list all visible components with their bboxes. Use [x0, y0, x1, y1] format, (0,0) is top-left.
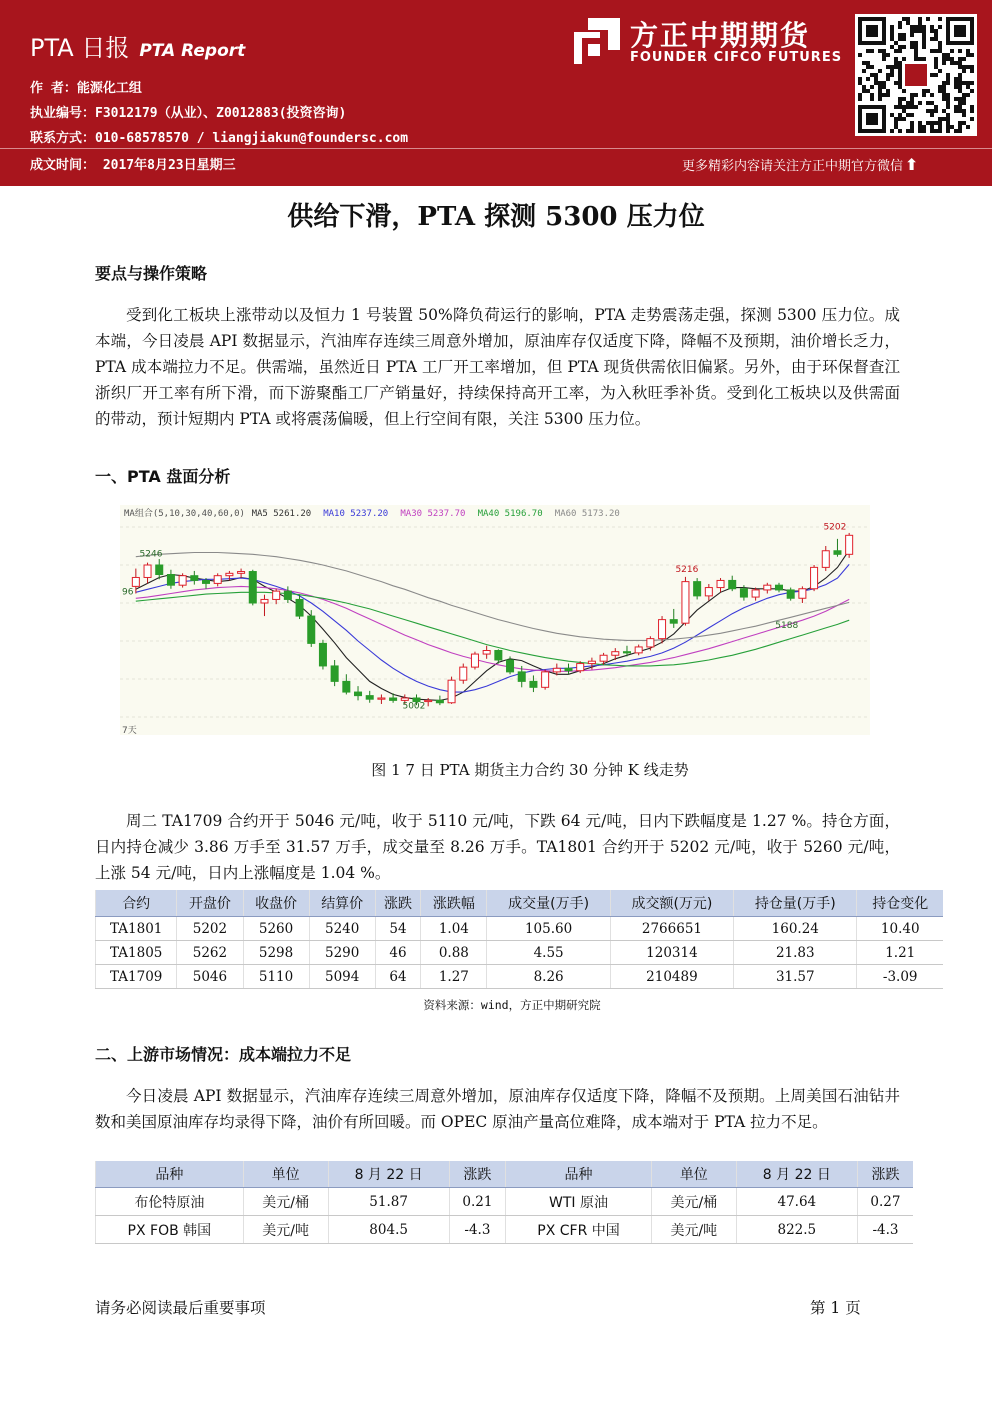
- wechat-hint-text: 更多精彩内容请关注方正中期官方微信: [682, 159, 904, 174]
- chart-annotation: 5246: [139, 549, 163, 560]
- contract-table-cell: 5202: [177, 917, 243, 941]
- contract-table-cell: 10.40: [857, 917, 943, 941]
- candle-body: [612, 652, 619, 656]
- chart-annotation: 5002: [402, 701, 426, 712]
- contract-table-cell: 5046: [177, 965, 243, 989]
- chart-legend-item: MA60 5173.20: [554, 509, 620, 519]
- candle-body: [308, 616, 315, 643]
- oil-table-cell: 822.5: [736, 1216, 857, 1244]
- candle-body: [670, 620, 677, 624]
- contract-table-row: [96, 941, 944, 965]
- report-title: [30, 28, 245, 63]
- chart-annotation: 7天: [122, 726, 137, 735]
- candle-body: [588, 661, 595, 663]
- oil-table-row: [96, 1188, 914, 1216]
- candle-body: [822, 551, 829, 568]
- candle-body: [378, 698, 385, 699]
- chart-legend-item: MA10 5237.20: [323, 509, 389, 519]
- candle-body: [331, 666, 338, 681]
- candle-body: [319, 643, 326, 666]
- company-logo: [574, 14, 844, 74]
- chart-legend-item: MA组合(5,10,30,40,60,0): [124, 509, 245, 519]
- contract-table-header: [96, 890, 944, 917]
- kline-chart: [120, 505, 870, 735]
- candle-body: [390, 698, 397, 700]
- contract-table-header-cell: 持仓量(万手): [734, 890, 857, 917]
- candle-body: [635, 647, 642, 653]
- contract-table-cell: 5260: [243, 917, 309, 941]
- source-note: 资料来源：wind，方正中期研究院: [423, 998, 601, 1012]
- contract-table-cell: 5262: [177, 941, 243, 965]
- candle-body: [284, 591, 291, 599]
- oil-table-cell: 美元/桶: [651, 1188, 736, 1216]
- report-header: [0, 0, 992, 186]
- oil-table-header-cell: 8 月 22 日: [736, 1161, 857, 1188]
- logo-text-cn: 方正中期期货: [630, 19, 811, 52]
- contract-table-cell: 54: [375, 917, 421, 941]
- contract-table-cell: 2766651: [610, 917, 733, 941]
- chart-legend-item: MA40 5196.70: [477, 509, 543, 519]
- pta-analysis-heading: 一、PTA 盘面分析: [95, 467, 231, 486]
- candle-body: [659, 620, 666, 639]
- report-title-cn: PTA 日报: [30, 34, 130, 62]
- oil-table-cell: 51.87: [328, 1188, 449, 1216]
- contract-table-cell: 5298: [243, 941, 309, 965]
- oil-table-cell: WTI 原油: [506, 1188, 652, 1216]
- oil-table-cell: 美元/吨: [651, 1216, 736, 1244]
- candle-body: [214, 576, 221, 584]
- oil-table-cell: 美元/桶: [243, 1188, 328, 1216]
- oil-price-table: [95, 1161, 913, 1244]
- logo-text-en: FOUNDER CIFCO FUTURES: [630, 50, 843, 65]
- contract-table-cell: 1.04: [421, 917, 487, 941]
- chart-legend-item: MA5 5261.20: [251, 509, 312, 519]
- contract-table-cell: -3.09: [857, 965, 943, 989]
- candle-body: [834, 551, 841, 555]
- report-title-en: PTA Report: [139, 41, 246, 61]
- contract-table-cell: 1.21: [857, 941, 943, 965]
- chart-legend-item: MA30 5237.70: [400, 509, 466, 519]
- candle-body: [705, 588, 712, 596]
- contract-table-header-cell: 成交量(万手): [487, 890, 610, 917]
- candle-body: [577, 664, 584, 671]
- page-number: 第 1 页: [810, 1299, 861, 1317]
- contract-table-cell: 64: [375, 965, 421, 989]
- candle-body: [296, 599, 303, 616]
- candle-body: [764, 585, 771, 590]
- oil-table-header-cell: 涨跌: [449, 1161, 505, 1188]
- footer-notice: 请务必阅读最后重要事项: [95, 1299, 266, 1317]
- upstream-paragraph: 今日凌晨 API 数据显示，汽油库存连续三周意外增加，原油库存仅适度下降，降幅不及预期。上周美国石油钻井数和美国原油库存均录得下降，油价有所回暖。而 OPEC 原油产量高位难降，成本端对于 PTA 拉力不足。: [95, 1087, 900, 1131]
- candle-body: [226, 573, 233, 575]
- upstream-heading: 二、上游市场情况：成本端拉力不足: [95, 1045, 352, 1064]
- contract-table-cell: 120314: [610, 941, 733, 965]
- pta-paragraph: 周二 TA1709 合约开于 5046 元/吨，收于 5110 元/吨，下跌 64 元/吨，日内下跌幅度是 1.27 %。持仓方面，日内持仓减少 3.86 万手至 31.57 万手，成交量至 8.26 万手。TA1801 合约开于 5202 元/吨，收于 5260 元/吨，上涨 54 元/吨，日内上涨幅度是 1.04 %。: [95, 812, 900, 882]
- candle-body: [343, 681, 350, 692]
- chart-annotation: 96: [122, 587, 134, 598]
- kline-chart-svg: [120, 505, 870, 735]
- oil-table-cell: PX CFR 中国: [506, 1216, 652, 1244]
- candle-body: [483, 651, 490, 655]
- candle-body: [132, 577, 139, 586]
- candle-body: [425, 700, 432, 701]
- contract-table-header-cell: 结算价: [309, 890, 375, 917]
- contract-table-cell: 21.83: [734, 941, 857, 965]
- candle-body: [471, 654, 478, 667]
- main-title: 供给下滑，PTA 探测 5300 压力位: [287, 202, 705, 232]
- contract-table-cell: 5240: [309, 917, 375, 941]
- contract-table-cell: 5290: [309, 941, 375, 965]
- chart-annotation: 5188: [775, 620, 799, 631]
- candle-body: [518, 672, 525, 682]
- contract-table-cell: 31.57: [734, 965, 857, 989]
- license-line: 执业编号：F3012179（从业）、Z0012883(投资咨询): [30, 106, 347, 121]
- contract-table-cell: 0.88: [421, 941, 487, 965]
- contract-table-header-cell: 成交额(万元): [610, 890, 733, 917]
- oil-table-header-cell: 品种: [506, 1161, 652, 1188]
- author-line: 作 者：能源化工组: [30, 81, 142, 96]
- candle-body: [740, 589, 747, 597]
- candle-body: [460, 667, 467, 680]
- candle-body: [811, 567, 818, 588]
- candle-body: [366, 696, 373, 700]
- candle-body: [179, 576, 186, 586]
- oil-table-header-cell: 单位: [651, 1161, 736, 1188]
- candle-body: [448, 680, 455, 703]
- contract-table-cell: TA1801: [96, 917, 177, 941]
- oil-table-header-cell: 单位: [243, 1161, 328, 1188]
- oil-table-header-cell: 品种: [96, 1161, 244, 1188]
- contract-table-header-cell: 收盘价: [243, 890, 309, 917]
- contract-table-cell: 1.27: [421, 965, 487, 989]
- oil-table-header-cell: 涨跌: [857, 1161, 913, 1188]
- candle-body: [647, 639, 654, 647]
- contact-line: 联系方式：010-68578570 / liangjiakun@foundersc.com: [30, 131, 409, 146]
- arrow-up-icon: ⬆: [905, 155, 919, 174]
- candle-body: [167, 575, 174, 586]
- candle-body: [565, 668, 572, 670]
- contract-table-cell: 210489: [610, 965, 733, 989]
- contract-table-cell: 46: [375, 941, 421, 965]
- oil-table-cell: -4.3: [857, 1216, 913, 1244]
- contract-table: [95, 890, 943, 989]
- contract-table-cell: TA1709: [96, 965, 177, 989]
- candle-body: [775, 585, 782, 590]
- qr-code-icon: [855, 14, 977, 136]
- candle-body: [799, 589, 806, 599]
- oil-table-cell: 美元/吨: [243, 1216, 328, 1244]
- candle-body: [495, 651, 502, 661]
- candle-body: [191, 576, 198, 581]
- oil-table-cell: 布伦特原油: [96, 1188, 244, 1216]
- contract-table-cell: 105.60: [487, 917, 610, 941]
- candle-body: [530, 681, 537, 687]
- strategy-paragraph: 受到化工板块上涨带动以及恒力 1 号装置 50%降负荷运行的影响，PTA 走势震荡走强，探测 5300 压力位。成本端，今日凌晨 API 数据显示，汽油库存连续三周意外增加，原油库存仅适度下降，降幅不及预期，油价增长乏力，PTA 成本端拉力不足。供需端，虽然近日 PTA 工厂开工率增加，但 PTA 现货供需依旧偏紧。另外，由于环保督查江浙织厂开工率有所下滑，而下游聚酯工厂产销量好，持续保持高开工率，为入秋旺季补货。受到化工板块以及供需面的带动，预计短期内 PTA 或将震荡偏暖，但上行空间有限，关注 5300 压力位。: [95, 306, 900, 428]
- figure-caption: 图 1 7 日 PTA 期货主力合约 30 分钟 K 线走势: [371, 761, 689, 779]
- candle-body: [694, 582, 701, 596]
- contract-table-row: [96, 965, 944, 989]
- candle-body: [273, 591, 280, 599]
- strategy-heading: 要点与操作策略: [95, 264, 208, 283]
- candle-body: [355, 692, 362, 696]
- candle-body: [553, 668, 560, 672]
- candle-body: [787, 590, 794, 598]
- header-divider: [0, 148, 992, 149]
- oil-table-cell: -4.3: [449, 1216, 505, 1244]
- candle-body: [401, 698, 408, 700]
- contract-table-cell: 4.55: [487, 941, 610, 965]
- candle-body: [623, 652, 630, 653]
- contract-table-header-cell: 开盘价: [177, 890, 243, 917]
- candle-body: [729, 580, 736, 588]
- wechat-hint: [682, 155, 918, 174]
- candle-body: [156, 565, 163, 575]
- candle-body: [507, 660, 514, 672]
- candle-body: [846, 535, 853, 554]
- contract-table-header-cell: 涨跌幅: [421, 890, 487, 917]
- candle-body: [752, 590, 759, 597]
- candle-body: [249, 572, 256, 603]
- contract-table-cell: 160.24: [734, 917, 857, 941]
- oil-table-row: [96, 1216, 914, 1244]
- oil-table-header: [96, 1161, 914, 1188]
- candle-body: [717, 580, 724, 587]
- oil-table-cell: 0.21: [449, 1188, 505, 1216]
- contract-table-header-cell: 涨跌: [375, 890, 421, 917]
- oil-table-cell: 47.64: [736, 1188, 857, 1216]
- oil-table-header-cell: 8 月 22 日: [328, 1161, 449, 1188]
- chart-annotation: 5216: [675, 565, 699, 576]
- candle-body: [600, 655, 607, 661]
- founder-logo-icon: [574, 18, 620, 64]
- candle-body: [682, 582, 689, 624]
- candle-body: [261, 599, 268, 603]
- ma-line-ma10: [136, 564, 849, 692]
- contract-table-header-cell: 持仓变化: [857, 890, 943, 917]
- contract-table-cell: 8.26: [487, 965, 610, 989]
- candle-body: [144, 565, 151, 577]
- oil-table-cell: PX FOB 韩国: [96, 1216, 244, 1244]
- contract-table-cell: TA1805: [96, 941, 177, 965]
- contract-table-row: [96, 917, 944, 941]
- candle-body: [436, 700, 443, 702]
- oil-table-cell: 0.27: [857, 1188, 913, 1216]
- candle-body: [203, 580, 210, 583]
- date-line: 成文时间： 2017年8月23日星期三: [30, 158, 236, 173]
- contract-table-cell: 5110: [243, 965, 309, 989]
- candle-body: [238, 572, 245, 574]
- contract-table-header-cell: 合约: [96, 890, 177, 917]
- candle-body: [542, 672, 549, 687]
- oil-table-cell: 804.5: [328, 1216, 449, 1244]
- chart-annotation: 5202: [823, 522, 847, 533]
- contract-table-cell: 5094: [309, 965, 375, 989]
